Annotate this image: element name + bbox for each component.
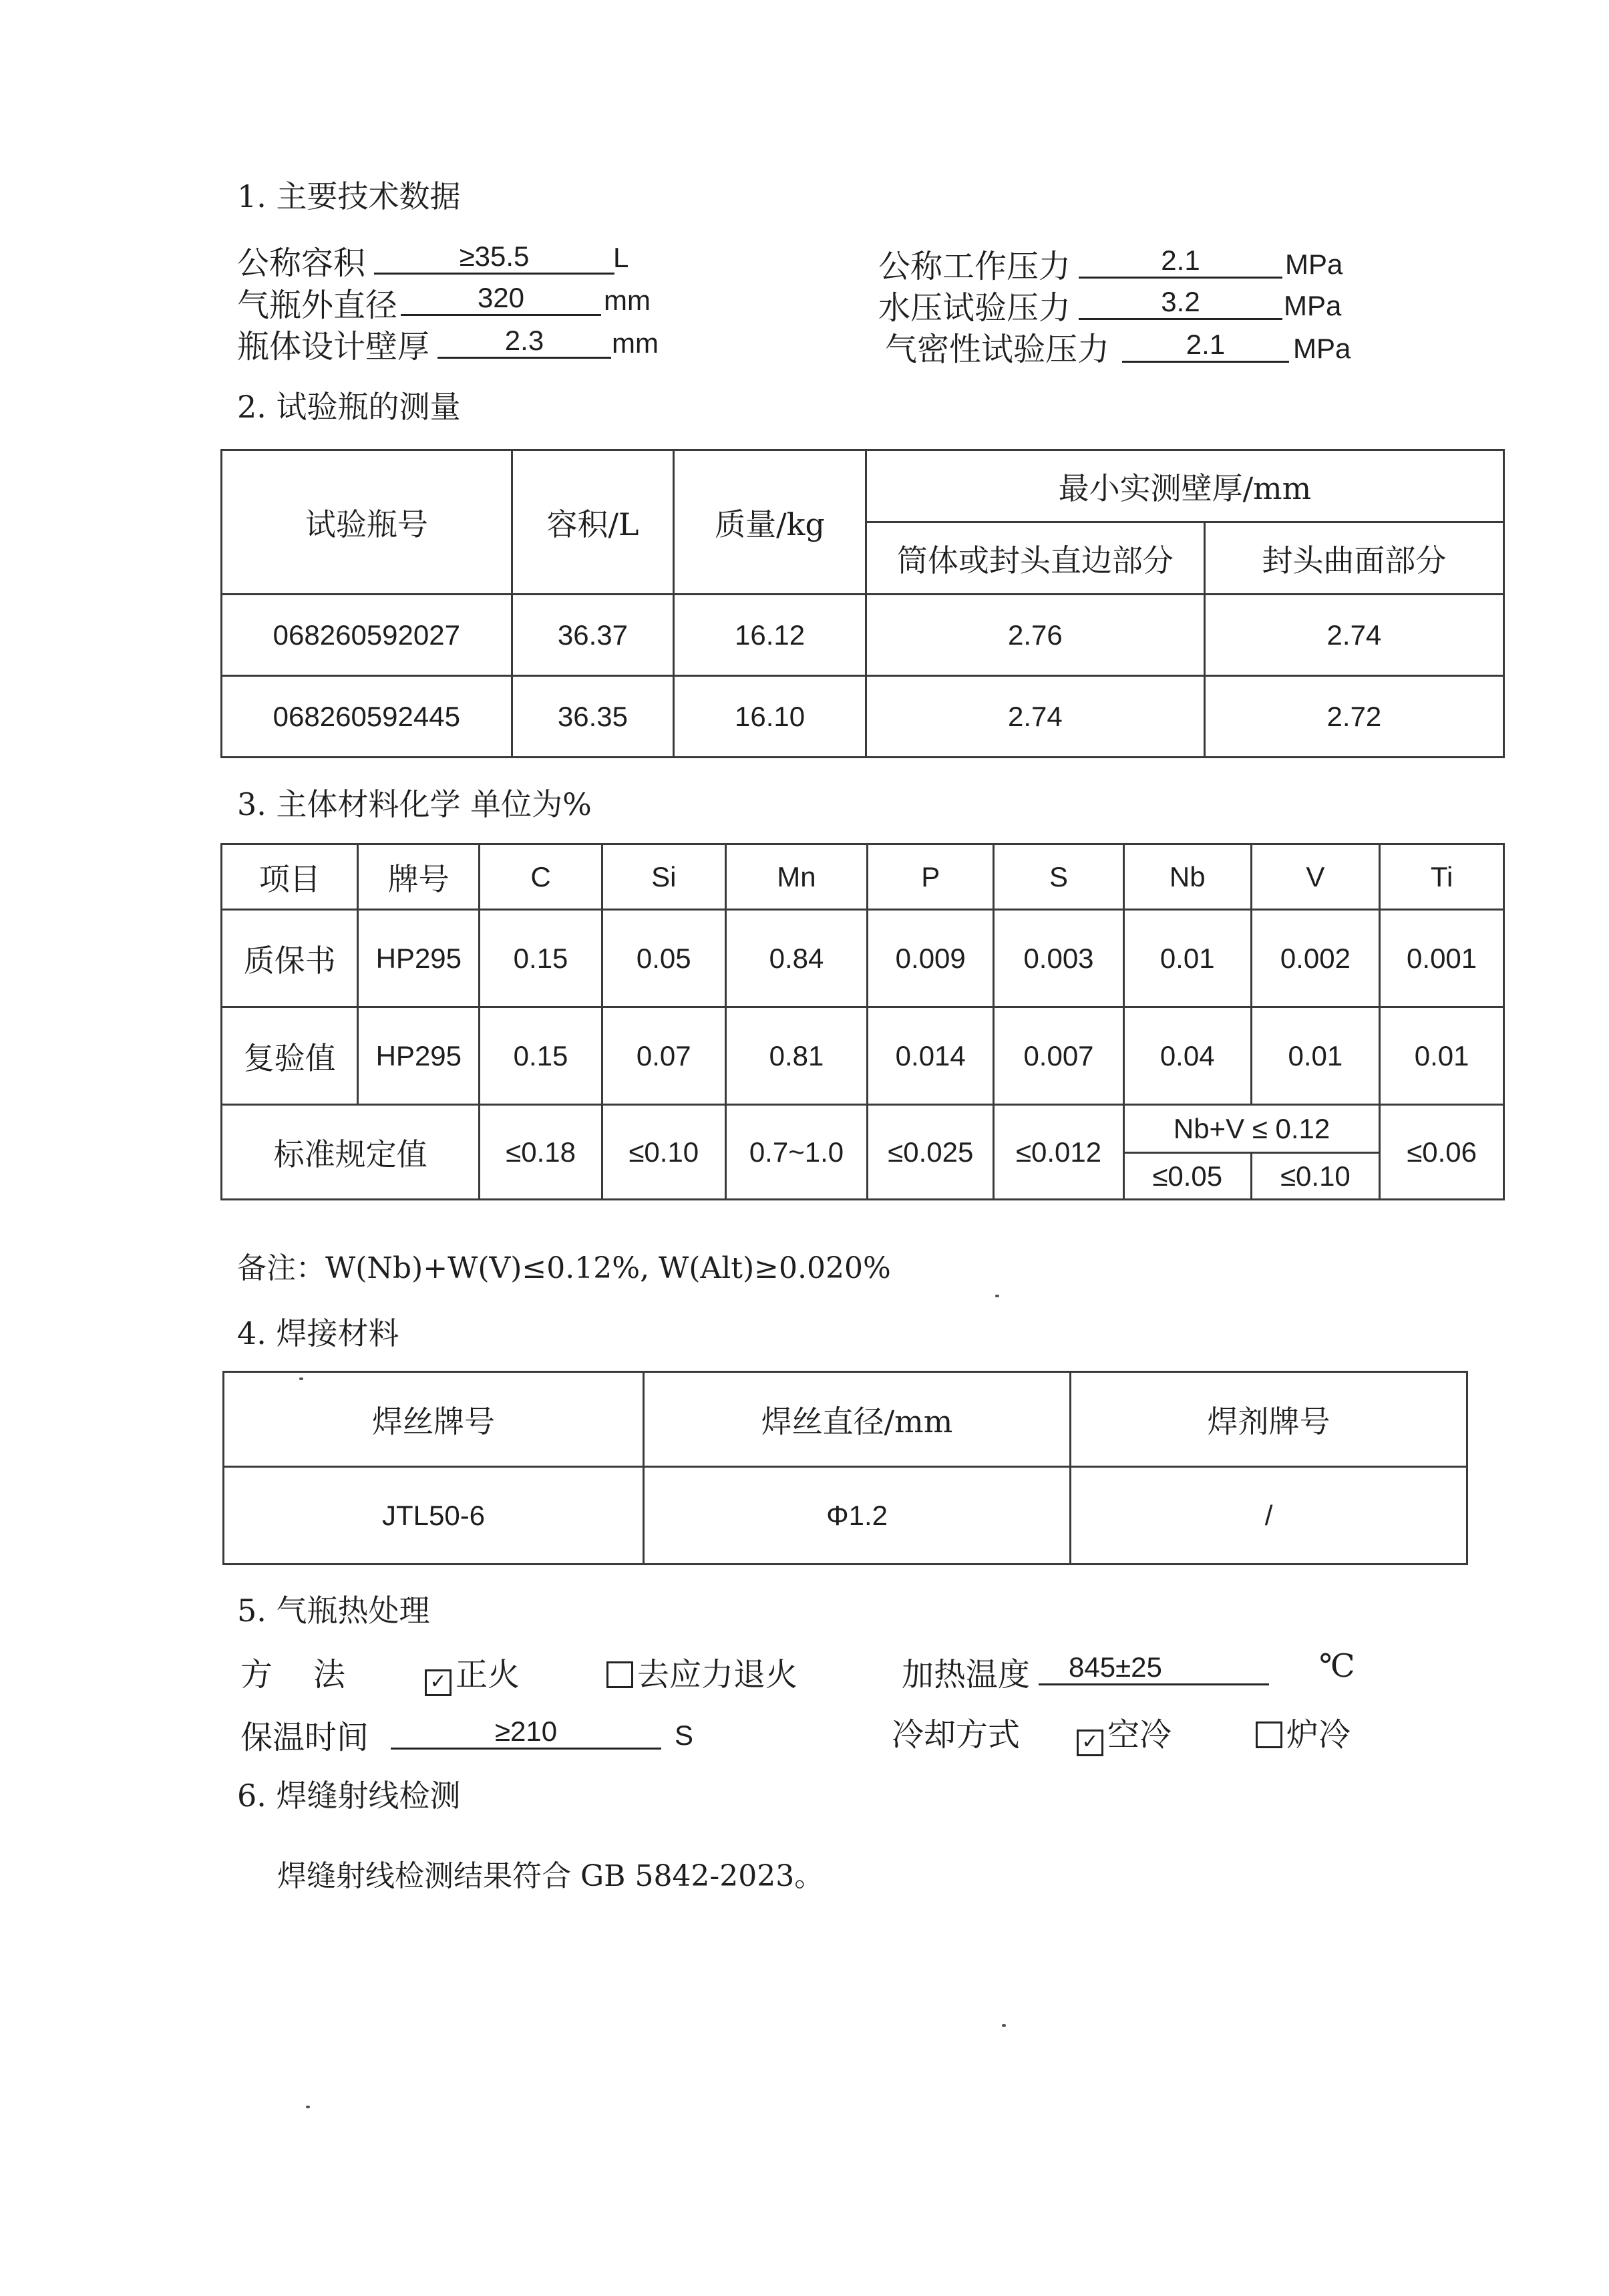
volume-cell: 36.37	[512, 595, 674, 676]
s-cell: 0.007	[994, 1007, 1124, 1105]
header-si: Si	[602, 844, 725, 910]
mass-cell: 16.10	[674, 676, 866, 758]
checked-checkbox-icon: ✓	[425, 1669, 452, 1696]
outer-diameter-label: 气瓶外直径	[237, 287, 398, 324]
ti-cell: 0.01	[1380, 1007, 1504, 1105]
section-6-title: 6. 焊缝射线检测	[237, 1778, 461, 1814]
p-cell: 0.014	[868, 1007, 994, 1105]
si-cell: 0.07	[602, 1007, 725, 1105]
chemistry-table	[220, 843, 1505, 1200]
s-cell: 0.003	[994, 910, 1124, 1007]
hydro-pressure-value: 3.2	[1079, 286, 1282, 320]
leak-pressure-label: 气密性试验压力	[885, 331, 1110, 368]
hold-time-label: 保温时间	[240, 1719, 369, 1756]
mn-cell: 0.84	[725, 910, 868, 1007]
std-si-cell: ≤0.10	[602, 1105, 725, 1200]
c-cell: 0.15	[480, 910, 602, 1007]
nb-cell: 0.01	[1123, 910, 1251, 1007]
std-ti-cell: ≤0.06	[1380, 1105, 1504, 1200]
std-p-cell: ≤0.025	[868, 1105, 994, 1200]
hold-time-unit: S	[675, 1719, 694, 1751]
header-item: 项目	[222, 844, 358, 910]
heat-temp-label: 加热温度	[902, 1656, 1031, 1693]
chem-header-row	[222, 844, 1504, 910]
scan-speck	[1002, 2024, 1006, 2027]
v-cell: 0.01	[1251, 1007, 1380, 1105]
stress-relief-label: 去应力退火	[637, 1656, 798, 1693]
ti-cell: 0.001	[1380, 910, 1504, 1007]
header-volume: 容积/L	[512, 450, 674, 595]
furnace-cool-label: 炉冷	[1286, 1716, 1351, 1754]
leak-pressure-value: 2.1	[1122, 329, 1289, 363]
checked-checkbox-icon: ✓	[1077, 1730, 1103, 1756]
header-nb: Nb	[1123, 844, 1251, 910]
header-wire-diameter: 焊丝直径/mm	[644, 1372, 1071, 1467]
flux-grade-cell: /	[1071, 1467, 1467, 1565]
hydro-pressure-unit: MPa	[1284, 290, 1342, 321]
std-nb-cell: ≤0.05	[1123, 1153, 1251, 1200]
header-mn: Mn	[725, 844, 868, 910]
std-mn-cell: 0.7~1.0	[725, 1105, 868, 1200]
header-ti: Ti	[1380, 844, 1504, 910]
bottle-no-cell: 068260592027	[222, 595, 512, 676]
bottle-no-cell: 068260592445	[222, 676, 512, 758]
header-head-part: 封头曲面部分	[1204, 522, 1503, 595]
unchecked-checkbox-icon	[1256, 1721, 1282, 1748]
table-row	[224, 1467, 1467, 1565]
grade-cell: HP295	[358, 1007, 480, 1105]
table-row	[222, 595, 1504, 676]
standard-label: 标准规定值	[222, 1105, 480, 1200]
row-label: 复验值	[222, 1007, 358, 1105]
section-1-title: 1. 主要技术数据	[237, 178, 461, 214]
welding-material-table	[222, 1371, 1468, 1565]
hold-time-value: ≥210	[391, 1715, 661, 1750]
p-cell: 0.009	[868, 910, 994, 1007]
si-cell: 0.05	[602, 910, 725, 1007]
nominal-volume-value: ≥35.5	[374, 240, 614, 275]
design-wall-label: 瓶体设计壁厚	[237, 328, 430, 365]
section-5-title: 5. 气瓶热处理	[237, 1593, 430, 1629]
table-row	[222, 1007, 1504, 1105]
header-v: V	[1251, 844, 1380, 910]
header-grade: 牌号	[358, 844, 480, 910]
air-cool-label: 空冷	[1107, 1716, 1172, 1754]
nominal-volume-unit: L	[613, 242, 629, 273]
outer-diameter-value: 320	[401, 282, 601, 316]
header-p: P	[868, 844, 994, 910]
normalize-label: 正火	[456, 1656, 520, 1693]
section-3-title: 3. 主体材料化学 单位为%	[237, 786, 592, 822]
table-row	[222, 910, 1504, 1007]
unchecked-checkbox-icon	[606, 1661, 633, 1688]
heat-temp-value: 845±25	[1039, 1651, 1269, 1685]
section-2-title: 2. 试验瓶的测量	[237, 389, 461, 425]
wire-diameter-cell: Φ1.2	[644, 1467, 1071, 1565]
cylinder-wall-cell: 2.76	[866, 595, 1204, 676]
outer-diameter-unit: mm	[604, 285, 651, 316]
volume-cell: 36.35	[512, 676, 674, 758]
scan-speck	[306, 2106, 310, 2108]
method-label: 方 法	[240, 1656, 346, 1693]
radiographic-result-text: 焊缝射线检测结果符合 GB 5842-2023。	[277, 1859, 824, 1893]
std-v-cell: ≤0.10	[1251, 1153, 1380, 1200]
hydro-pressure-label: 水压试验压力	[878, 289, 1071, 327]
head-wall-cell: 2.74	[1204, 595, 1503, 676]
wire-grade-cell: JTL50-6	[224, 1467, 644, 1565]
head-wall-cell: 2.72	[1204, 676, 1503, 758]
standard-row	[222, 1105, 1504, 1153]
header-bottle-no: 试验瓶号	[222, 450, 512, 595]
option-normalize	[425, 1649, 520, 1696]
working-pressure-unit: MPa	[1285, 249, 1343, 280]
design-wall-unit: mm	[612, 327, 659, 359]
heat-temp-unit: ℃	[1319, 1647, 1355, 1685]
header-flux-grade: 焊剂牌号	[1071, 1372, 1467, 1467]
cooling-label: 冷却方式	[892, 1716, 1021, 1754]
nb-cell: 0.04	[1123, 1007, 1251, 1105]
chemistry-note: 备注：W(Nb)+W(V)≤0.12%, W(Alt)≥0.020%	[237, 1251, 891, 1285]
header-cylinder-part: 筒体或封头直边部分	[866, 522, 1204, 595]
mn-cell: 0.81	[725, 1007, 868, 1105]
working-pressure-label: 公称工作压力	[878, 248, 1071, 285]
design-wall-value: 2.3	[437, 325, 611, 359]
v-cell: 0.002	[1251, 910, 1380, 1007]
std-nbv-cell: Nb+V ≤ 0.12	[1123, 1105, 1379, 1153]
header-s: S	[994, 844, 1124, 910]
std-c-cell: ≤0.18	[480, 1105, 602, 1200]
nominal-volume-label: 公称容积	[237, 244, 366, 282]
row-label: 质保书	[222, 910, 358, 1007]
table-row	[222, 676, 1504, 758]
header-mass: 质量/kg	[674, 450, 866, 595]
mass-cell: 16.12	[674, 595, 866, 676]
working-pressure-value: 2.1	[1079, 244, 1282, 279]
section-4-title: 4. 焊接材料	[237, 1315, 399, 1351]
scan-speck	[995, 1295, 999, 1297]
grade-cell: HP295	[358, 910, 480, 1007]
leak-pressure-unit: MPa	[1293, 333, 1351, 364]
option-stress-relief	[606, 1649, 797, 1695]
option-air-cool	[1077, 1709, 1172, 1756]
header-c: C	[480, 844, 602, 910]
test-bottle-table	[220, 449, 1505, 758]
std-s-cell: ≤0.012	[994, 1105, 1124, 1200]
scan-speck	[299, 1377, 303, 1380]
header-wire-grade: 焊丝牌号	[224, 1372, 644, 1467]
option-furnace-cool	[1256, 1709, 1351, 1755]
header-min-wall: 最小实测壁厚/mm	[866, 450, 1503, 522]
cylinder-wall-cell: 2.74	[866, 676, 1204, 758]
c-cell: 0.15	[480, 1007, 602, 1105]
